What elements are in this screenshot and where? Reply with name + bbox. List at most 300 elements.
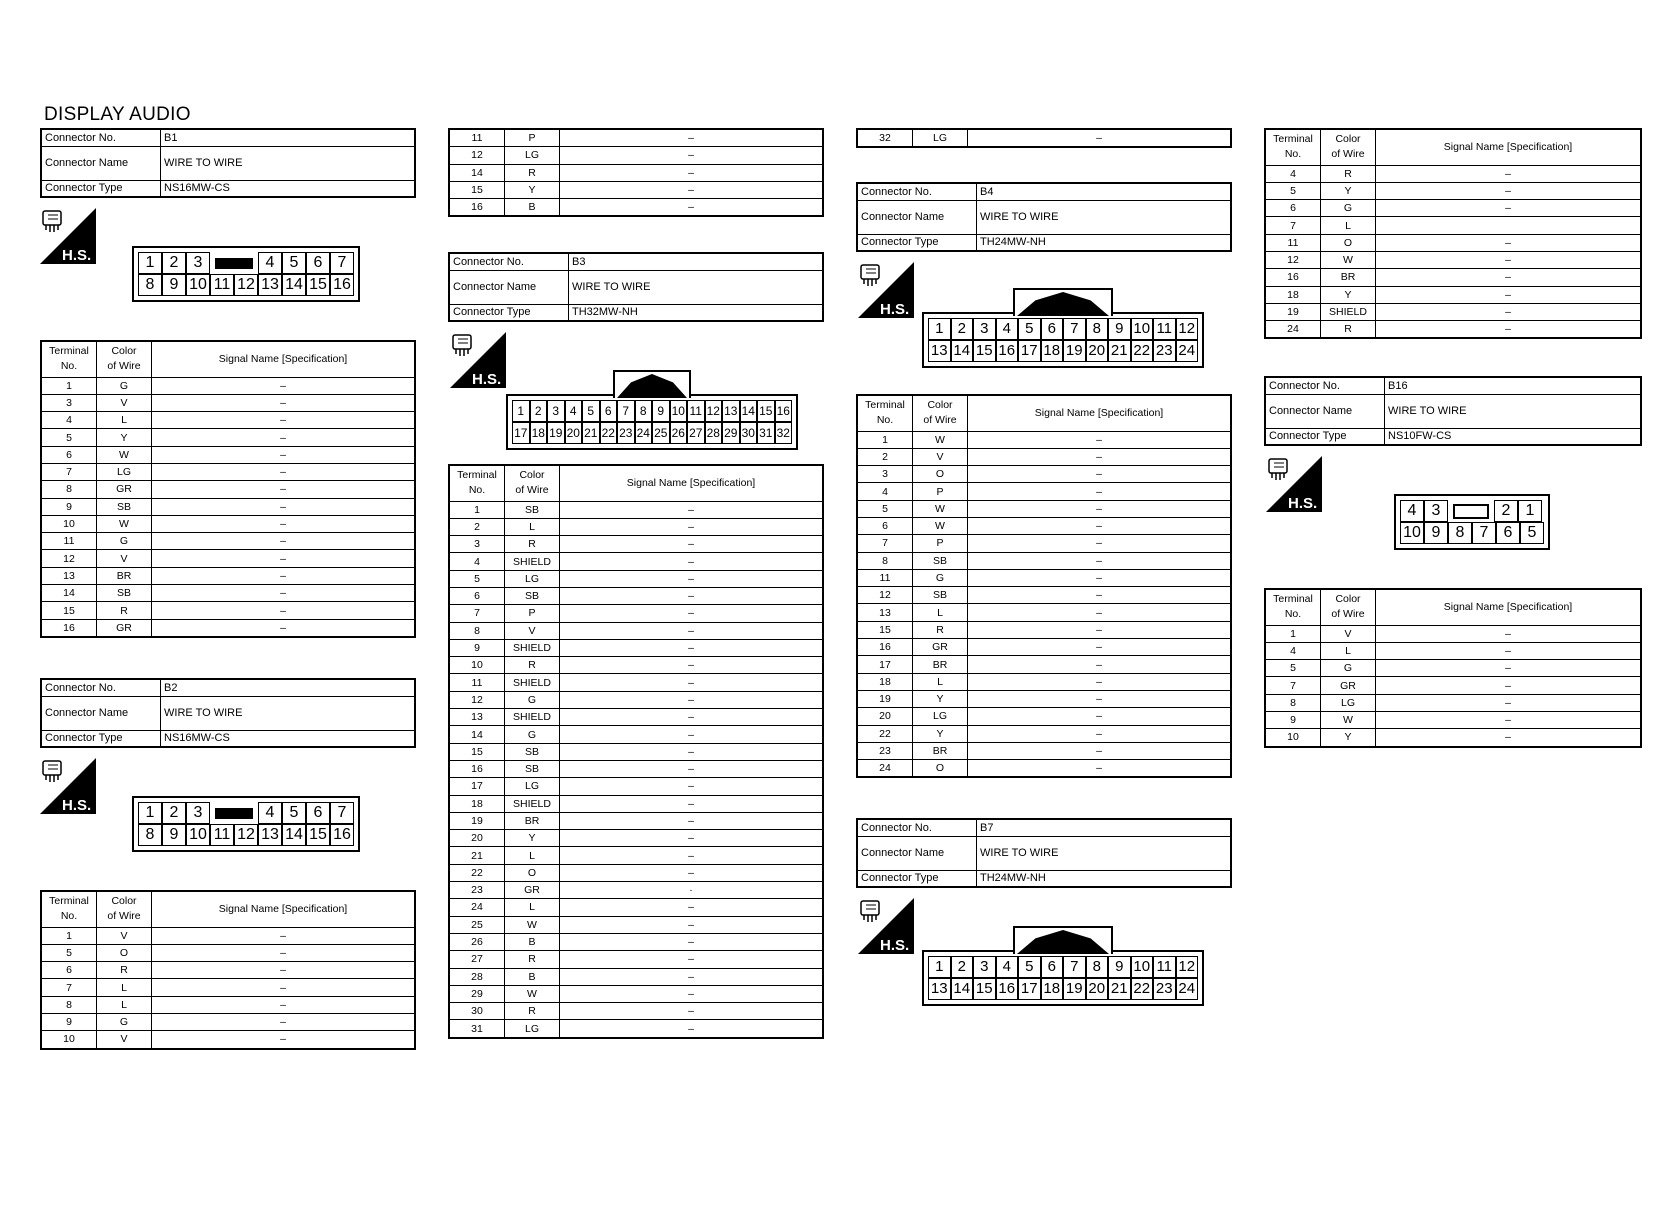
wire-color-cell: LG [1321,694,1376,711]
hs-icon-graphic [858,898,914,954]
hs-label: H.S. [62,797,92,814]
terminal-no-cell: 5 [449,570,505,587]
connector-no-value: B7 [977,819,1232,836]
table-header [449,465,823,501]
connector-no-value: B1 [161,129,416,146]
pin: 13 [258,274,282,296]
connector-name-value: WIRE TO WIRE [569,270,824,304]
pin: 1 [138,802,162,824]
terminal-no-cell: 23 [857,742,913,759]
wire-color-cell: R [1321,321,1376,339]
pin: 32 [775,422,793,444]
pin: 10 [186,274,210,296]
signal-name-cell: – [152,481,416,498]
wire-color-cell: SB [97,585,152,602]
pin: 20 [1086,978,1109,1000]
key-mark [1453,504,1489,519]
pin: 3 [973,956,996,978]
pin: 12 [705,400,723,422]
pin: 7 [1063,318,1086,340]
pin: 1 [138,252,162,274]
pin-row [138,252,354,274]
signal-name-cell: – [560,1003,824,1020]
connector-type-value: NS16MW-CS [161,730,416,747]
wire-color-cell: O [505,864,560,881]
pin: 11 [210,274,234,296]
terminal-label: Terminal [1273,133,1313,146]
wire-color-cell: SB [505,760,560,777]
hs-label: H.S. [1288,495,1318,512]
terminal-no-cell: 27 [449,951,505,968]
table-row [41,481,415,498]
table-row [449,951,823,968]
table-row [449,968,823,985]
no-label: No. [1284,148,1302,161]
table-row [449,129,823,147]
table-row [1265,729,1641,747]
pin: 4 [258,252,282,274]
pin: 1 [1518,500,1542,522]
pin: 3 [973,318,996,340]
hs-label: H.S. [62,247,92,264]
table-row [1265,625,1641,642]
terminal-no-cell: 23 [449,882,505,899]
wire-color-cell: R [1321,165,1376,182]
table-row [1265,165,1641,182]
pin-row [928,978,1198,1000]
wire-color-cell: P [913,535,968,552]
pin: 8 [1448,522,1472,544]
wire-color-cell: BR [1321,269,1376,286]
hs-icon-graphic [40,758,96,814]
table-row [41,394,415,411]
terminal-no-cell: 20 [857,708,913,725]
signal-name-cell: – [968,725,1232,742]
b3-terminal-table [448,464,824,1039]
no-label: No. [876,414,894,427]
harness-side-icon [1266,456,1322,512]
wire-color-cell: O [97,944,152,961]
signal-name-header: Signal Name [Specification] [152,891,416,927]
signal-name-cell: – [968,621,1232,638]
terminal-no-cell: 12 [449,691,505,708]
table-row [857,587,1231,604]
pin: 15 [757,400,775,422]
harness-side-icon [40,208,96,264]
signal-name-cell: – [1376,165,1642,182]
table-row [41,979,415,996]
table-row [857,656,1231,673]
pin: 29 [722,422,740,444]
wire-color-cell: G [505,726,560,743]
pin: 22 [1131,978,1154,1000]
table-row [449,985,823,1002]
table-row [41,927,415,944]
wire-color-cell: O [913,760,968,778]
terminal-no-cell: 26 [449,933,505,950]
pin: 12 [1176,956,1199,978]
terminal-no-cell: 4 [449,553,505,570]
connector-pin-block [132,796,360,852]
terminal-no-cell: 7 [41,979,97,996]
pin: 8 [138,824,162,846]
signal-name-cell: – [560,968,824,985]
wire-color-cell: G [97,1013,152,1030]
signal-name-header: Signal Name [Specification] [968,395,1232,431]
signal-name-cell: – [1376,321,1642,339]
hs-label: H.S. [472,371,502,388]
wire-color-cell: SB [505,743,560,760]
table-row [41,446,415,463]
terminal-no-cell: 4 [857,483,913,500]
pin: 18 [530,422,548,444]
terminal-no-cell: 12 [41,550,97,567]
terminal-label: Terminal [865,399,905,412]
wire-color-cell: W [1321,251,1376,268]
pin: 17 [1018,978,1041,1000]
signal-name-cell: – [560,899,824,916]
table-row [857,673,1231,690]
hs-icon-graphic [40,208,96,264]
terminal-label: Terminal [457,469,497,482]
wire-color-cell: GR [97,619,152,637]
pin: 21 [1108,340,1131,362]
table-row [1265,217,1641,234]
signal-name-cell: – [968,708,1232,725]
pin-row [928,318,1198,340]
pin: 14 [951,978,974,1000]
terminal-no-cell: 31 [449,1020,505,1038]
no-label: No. [468,484,486,497]
terminal-no-cell: 30 [449,1003,505,1020]
signal-name-cell: – [560,657,824,674]
signal-name-cell: – [560,164,824,181]
pin: 5 [582,400,600,422]
pin: 1 [512,400,530,422]
terminal-no-cell: 21 [449,847,505,864]
wire-color-cell: L [1321,217,1376,234]
table-row [857,760,1231,778]
wire-color-cell: L [1321,642,1376,659]
terminal-no-cell: 6 [1265,200,1321,217]
table-header [41,891,415,927]
table-row [449,164,823,181]
b16-terminal-table [1264,588,1642,748]
terminal-no-cell: 5 [1265,660,1321,677]
terminal-no-cell: 5 [1265,182,1321,199]
table-row [857,708,1231,725]
signal-name-cell: – [560,518,824,535]
of-wire-label: of Wire [1331,148,1365,161]
pin: 25 [652,422,670,444]
terminal-no-cell: 8 [1265,694,1321,711]
signal-name-cell: – [1376,642,1642,659]
pin: 14 [282,274,306,296]
wire-color-cell: Y [1321,182,1376,199]
table-row [41,567,415,584]
no-label: No. [60,360,78,373]
connector-type-value: TH24MW-NH [977,234,1232,251]
terminal-no-cell: 7 [857,535,913,552]
pin: 28 [705,422,723,444]
connector-name-label: Connector Name [857,200,977,234]
signal-name-cell: – [1376,286,1642,303]
table-row [857,569,1231,586]
signal-name-cell: – [560,778,824,795]
color-label: Color [927,399,953,412]
table-row [1265,711,1641,728]
table-row [449,933,823,950]
pin: 7 [1063,956,1086,978]
connector-name-label: Connector Name [857,836,977,870]
pin: 8 [1086,318,1109,340]
pin: 22 [1131,340,1154,362]
table-row [449,778,823,795]
wire-color-cell: O [913,466,968,483]
terminal-no-cell: 10 [41,1031,97,1049]
connector-pin-block [132,246,360,302]
table-row [449,899,823,916]
lock-tab-shape [1017,292,1109,316]
terminal-no-cell: 4 [1265,642,1321,659]
pin: 20 [565,422,583,444]
signal-name-header: Signal Name [Specification] [560,465,824,501]
of-wire-label: of Wire [923,414,957,427]
table-row [449,760,823,777]
wire-color-cell: BR [97,567,152,584]
signal-name-cell: – [968,569,1232,586]
signal-name-cell: – [1376,729,1642,747]
pin: 16 [996,340,1019,362]
pin-row [1400,522,1544,544]
table-header [1265,129,1641,165]
pin: 9 [162,824,186,846]
terminal-no-cell: 7 [1265,217,1321,234]
pin: 24 [1176,340,1199,362]
terminal-no-cell: 15 [449,181,505,198]
pin: 30 [740,422,758,444]
table-row [857,690,1231,707]
terminal-no-cell: 12 [857,587,913,604]
pin-row [512,422,792,444]
signal-name-cell: – [968,604,1232,621]
wire-color-cell: V [913,448,968,465]
pin: 20 [1086,340,1109,362]
pin: 15 [306,824,330,846]
terminal-no-cell: 7 [41,463,97,480]
terminal-no-cell: 13 [449,709,505,726]
pin: 13 [928,340,951,362]
pin: 9 [162,274,186,296]
b1-b2-continued-table [448,128,824,217]
b2-terminal-table [40,890,416,1050]
pin: 7 [617,400,635,422]
table-row [1265,234,1641,251]
pin: 4 [996,956,1019,978]
table-row [449,674,823,691]
wire-color-cell: W [97,446,152,463]
terminal-no-cell: 28 [449,968,505,985]
signal-name-cell: – [968,535,1232,552]
table-row [449,726,823,743]
terminal-no-cell: 22 [857,725,913,742]
signal-name-cell: – [1376,234,1642,251]
wire-color-cell: L [913,604,968,621]
pin: 4 [1400,500,1424,522]
terminal-no-cell: 15 [857,621,913,638]
pin: 15 [973,978,996,1000]
wire-color-cell: Y [913,690,968,707]
color-of-wire-header [97,891,152,927]
wire-color-cell: LG [913,129,968,147]
wire-color-cell: GR [1321,677,1376,694]
table-row [449,181,823,198]
connector-key [210,252,258,274]
table-row [1265,303,1641,320]
signal-name-cell: – [560,501,824,518]
signal-name-cell: – [1376,625,1642,642]
pin: 16 [330,824,354,846]
wire-color-cell: LG [505,147,560,164]
terminal-no-cell: 10 [1265,729,1321,747]
hs-icon-graphic [858,262,914,318]
signal-name-cell: – [560,830,824,847]
pin: 8 [138,274,162,296]
pin: 3 [547,400,565,422]
signal-name-cell: – [560,605,824,622]
wire-color-cell: SB [505,501,560,518]
pin: 2 [530,400,548,422]
signal-name-cell: – [560,553,824,570]
pin: 14 [740,400,758,422]
signal-name-cell: – [1376,660,1642,677]
terminal-no-cell: 16 [449,760,505,777]
wire-color-cell: R [505,951,560,968]
wire-color-cell: G [913,569,968,586]
connector-pin-block [922,950,1204,1006]
signal-name-cell: – [968,500,1232,517]
hs-icon-graphic [450,332,506,388]
pin: 11 [210,824,234,846]
connector-type-label: Connector Type [1265,428,1385,445]
terminal-no-header [41,891,97,927]
connector-no-label: Connector No. [449,253,569,270]
terminal-no-cell: 9 [41,498,97,515]
table-row [41,619,415,637]
pin: 12 [234,274,258,296]
pin-row [138,824,354,846]
connector-no-value: B3 [569,253,824,270]
color-of-wire-header [1321,589,1376,625]
signal-name-cell: – [560,147,824,164]
terminal-no-cell: 2 [449,518,505,535]
pin: 11 [687,400,705,422]
terminal-no-cell: 12 [449,147,505,164]
table-row [857,500,1231,517]
table-row [1265,251,1641,268]
wire-color-cell: R [505,164,560,181]
table-row [449,147,823,164]
terminal-no-header [1265,129,1321,165]
wire-color-cell: L [505,518,560,535]
no-label: No. [1284,608,1302,621]
pin: 22 [600,422,618,444]
pin: 10 [1400,522,1424,544]
pin: 13 [722,400,740,422]
harness-side-icon [858,262,914,318]
wire-color-cell: R [505,657,560,674]
terminal-no-cell: 17 [857,656,913,673]
terminal-no-cell: 1 [41,927,97,944]
terminal-no-cell: 18 [857,673,913,690]
pin: 6 [306,252,330,274]
pin: 6 [306,802,330,824]
pin: 9 [1424,522,1448,544]
pin: 18 [1041,340,1064,362]
wire-color-cell: P [505,605,560,622]
pin: 7 [1472,522,1496,544]
signal-name-cell: – [560,933,824,950]
table-row [41,377,415,394]
b1-info [40,128,416,198]
wire-color-cell: BR [913,742,968,759]
terminal-no-cell: 8 [41,481,97,498]
connector-no-label: Connector No. [41,129,161,146]
terminal-no-cell: 32 [857,129,913,147]
wire-color-cell: Y [505,830,560,847]
wire-color-cell: Y [97,429,152,446]
signal-name-cell: – [968,431,1232,448]
signal-name-cell: – [968,742,1232,759]
table-row [449,605,823,622]
wire-color-cell: W [505,916,560,933]
table-row [449,864,823,881]
terminal-no-cell: 9 [41,1013,97,1030]
signal-name-cell: – [968,673,1232,690]
table-row [857,725,1231,742]
table-row [449,709,823,726]
connector-name-label: Connector Name [449,270,569,304]
table-row [1265,642,1641,659]
connector-name-value: WIRE TO WIRE [977,836,1232,870]
terminal-no-cell: 5 [41,429,97,446]
color-of-wire-header [1321,129,1376,165]
table-row [857,448,1231,465]
connector-pin-block [506,394,798,450]
of-wire-label: of Wire [515,484,549,497]
signal-name-cell: – [560,639,824,656]
table-row [449,691,823,708]
color-label: Color [111,895,137,908]
connector-type-value: TH32MW-NH [569,304,824,321]
connector-type-value: TH24MW-NH [977,870,1232,887]
wire-color-cell: LG [505,1020,560,1038]
signal-name-cell: – [968,129,1232,147]
signal-name-cell: – [152,567,416,584]
wire-color-cell: SHIELD [505,795,560,812]
connector-no-value: B4 [977,183,1232,200]
signal-name-cell: – [968,760,1232,778]
pin: 10 [186,824,210,846]
wire-color-cell: GR [97,481,152,498]
table-header [41,341,415,377]
color-label: Color [111,345,137,358]
wire-color-cell: R [913,621,968,638]
table-row [857,129,1231,147]
terminal-no-cell: 22 [449,864,505,881]
pin: 6 [1041,956,1064,978]
pin-row [1400,500,1544,522]
